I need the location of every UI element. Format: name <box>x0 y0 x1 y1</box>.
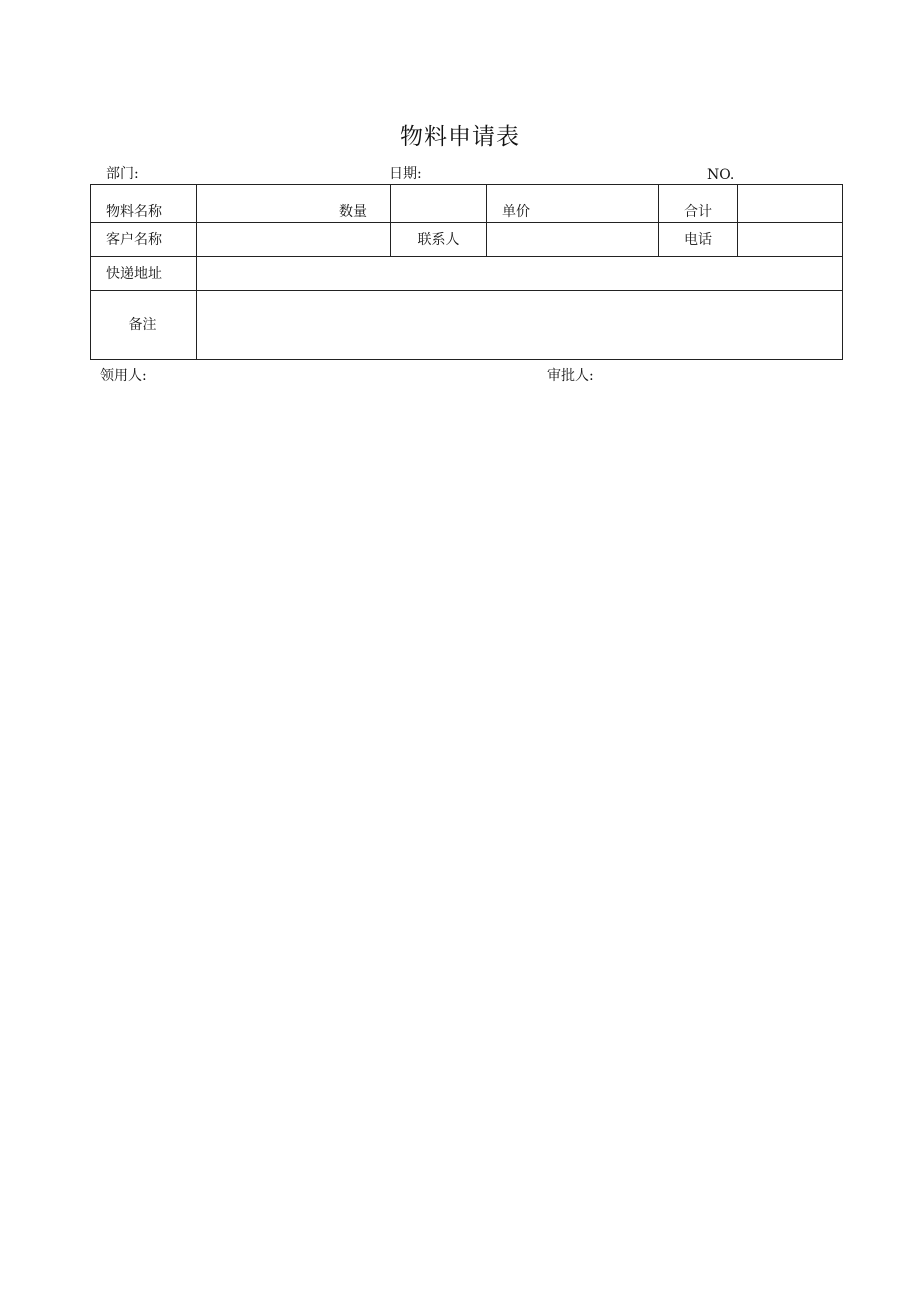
total-label: 合计 <box>659 185 738 223</box>
unit-price-label: 单价 <box>487 185 659 223</box>
address-field[interactable] <box>197 257 843 291</box>
customer-row <box>91 223 843 257</box>
date-label: 日期: <box>389 166 422 182</box>
phone-field[interactable] <box>738 223 843 257</box>
approver-label: 审批人: <box>547 368 594 384</box>
material-row <box>91 185 843 223</box>
receiver-label: 领用人: <box>100 368 147 384</box>
address-label: 快递地址 <box>91 257 197 291</box>
customer-name-field[interactable] <box>197 223 391 257</box>
total-value-field[interactable] <box>738 185 843 223</box>
remark-label: 备注 <box>91 291 197 360</box>
phone-label: 电话 <box>659 223 738 257</box>
contact-field[interactable] <box>487 223 659 257</box>
material-name-label: 物料名称 <box>91 185 197 223</box>
department-label: 部门: <box>106 166 139 182</box>
remark-field[interactable] <box>197 291 843 360</box>
number-label: NO. <box>707 167 735 183</box>
quantity-value-field[interactable] <box>391 185 487 223</box>
customer-name-label: 客户名称 <box>91 223 197 257</box>
contact-label: 联系人 <box>391 223 487 257</box>
remark-row <box>91 291 843 360</box>
address-row <box>91 257 843 291</box>
quantity-label: 数量 <box>197 185 391 223</box>
form-title: 物料申请表 <box>400 124 520 150</box>
material-request-table <box>90 184 843 360</box>
